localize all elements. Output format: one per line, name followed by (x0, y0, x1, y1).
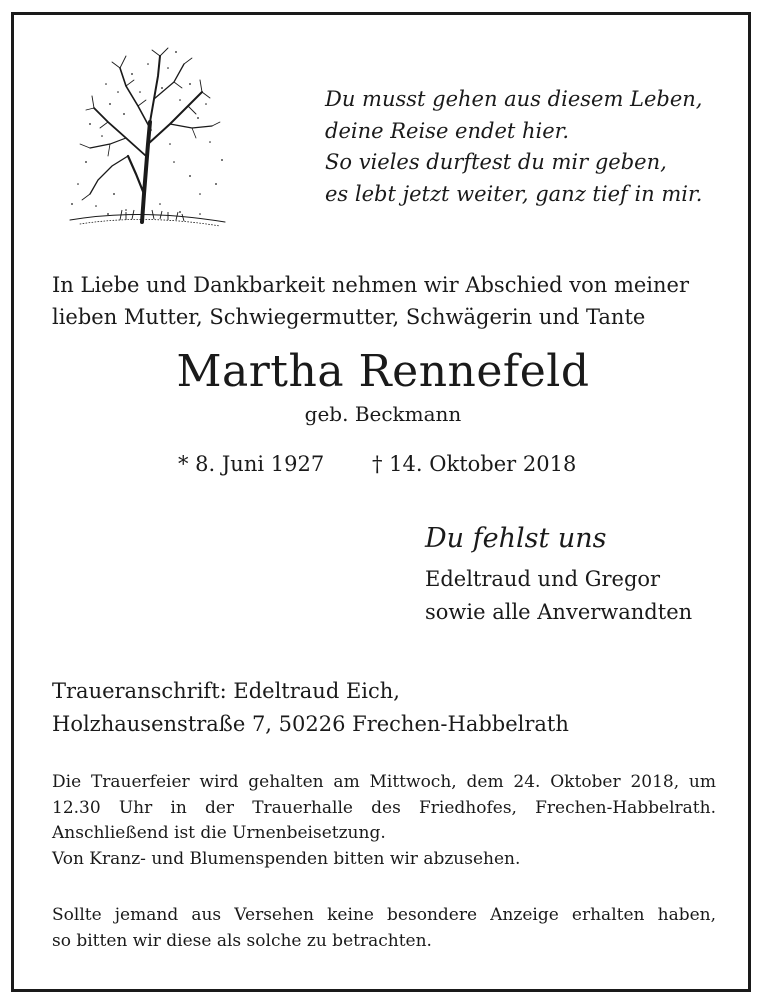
service-line: Von Kranz- und Blumenspenden bitten wir abzusehen. (52, 848, 521, 869)
notice-line: Sollte jemand aus Versehen keine besondere Anzeige erhalten haben, (52, 905, 716, 925)
notice-remark (52, 903, 716, 954)
birth-date: * 8. Juni 1927 (178, 452, 325, 476)
mourning-address (52, 675, 569, 741)
death-date: † 14. Oktober 2018 (372, 452, 577, 476)
mourners-heading: Du fehlst uns (425, 523, 607, 554)
farewell-intro (52, 269, 689, 333)
poem-line: deine Reise endet hier. (325, 118, 570, 143)
service-line: Die Trauerfeier wird gehalten am Mittwoch, dem 24. Oktober 2018, um (52, 772, 716, 792)
service-line: Anschließend ist die Urnenbeisetzung. (52, 823, 386, 843)
intro-line: lieben Mutter, Schwiegermutter, Schwägerin und Tante (52, 305, 646, 329)
mourner-line: Edeltraud und Gregor (425, 567, 661, 591)
poem-line: es lebt jetzt weiter, ganz tief in mir. (325, 181, 703, 206)
address-line: Traueranschrift: Edeltraud Eich, (52, 679, 400, 703)
mourners-list (425, 563, 692, 629)
tree-illustration (50, 44, 235, 244)
mourner-line: sowie alle Anverwandten (425, 600, 693, 624)
deceased-name: Martha Rennefeld (176, 346, 590, 397)
notice-line: so bitten wir diese als solche zu betrachten. (52, 930, 432, 951)
maiden-name: geb. Beckmann (304, 402, 462, 426)
address-line: Holzhausenstraße 7, 50226 Frechen-Habbelrath (52, 712, 569, 736)
poem-line: So vieles durftest du mir geben, (325, 150, 667, 174)
service-line: 12.30 Uhr in der Trauerhalle des Friedhofes, Frechen-Habbelrath. (52, 797, 716, 818)
funeral-service-info (52, 770, 716, 872)
poem (325, 84, 703, 210)
intro-line: In Liebe und Dankbarkeit nehmen wir Abschied von meiner (52, 273, 690, 297)
poem-line: Du musst gehen aus diesem Leben, (325, 87, 703, 111)
